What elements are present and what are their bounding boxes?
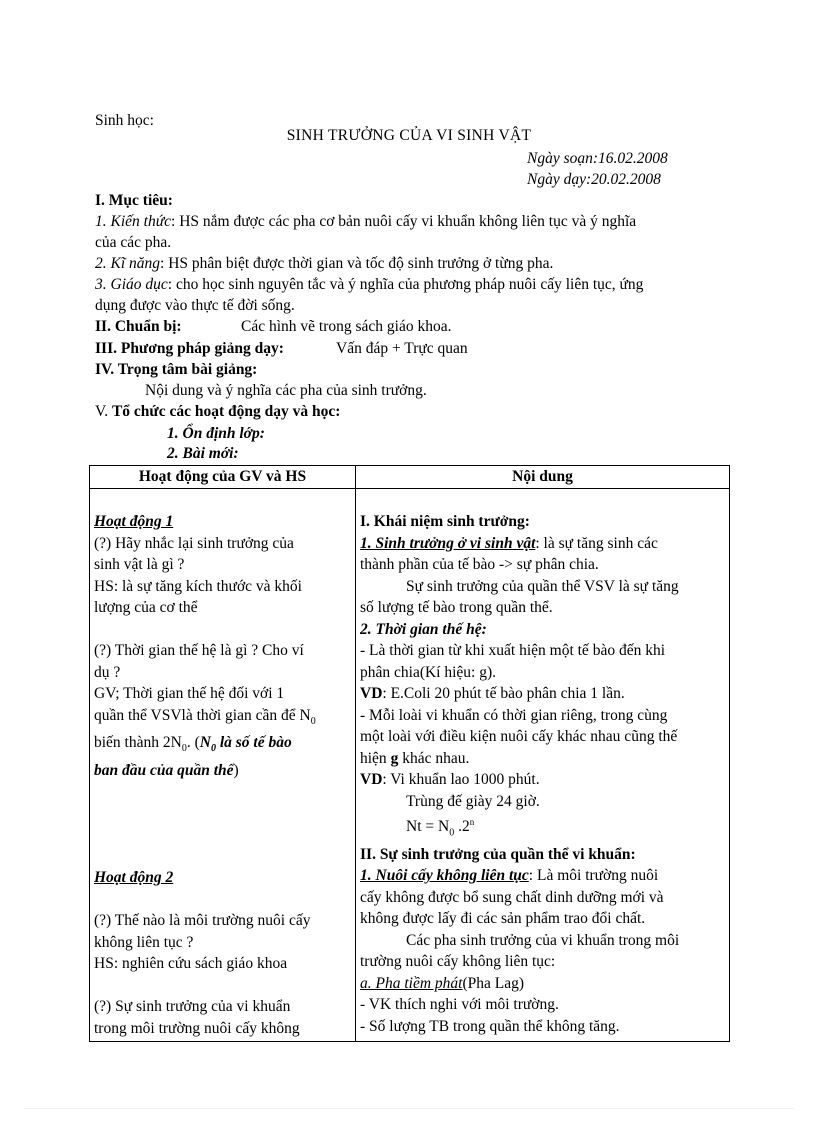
teacher-note-line4 [94,760,351,782]
col-header-activities: Hoạt động của GV và HS [90,466,356,489]
batch-culture-text-3: không được lấy đi các sản phẩm trao đổi chất. [360,910,646,928]
education-text: : cho học sinh nguyên tắc và ý nghĩa của phương pháp nuôi cấy liên tục, ứng [167,276,644,293]
batch-culture-text: : Là môi trường nuôi [528,867,659,885]
objective-education [95,275,643,295]
formula-part-b: .2 [454,818,470,836]
lag-phase-text: (Pha Lag) [462,974,525,992]
formula-superscript: n [469,817,475,827]
teacher-note-paren: . ( [186,734,200,752]
species-note-3c: khác nhau. [398,749,470,767]
growth-text: : là sự tăng sinh các [535,534,658,552]
lesson-title: SINH TRƯỞNG CỦA VI SINH VẬT [286,127,532,144]
emphasis-text-cont: ban đầu của quần thể [94,761,234,779]
example-1-text: : E.Coli 20 phút tế bào phân chia 1 lần. [382,685,625,702]
skill-text: : HS phân biệt được thời gian và tốc độ sinh trưởng ở từng pha. [160,255,554,272]
answer-3: HS: nghiên cứu sách giáo khoa [94,955,288,973]
answer-1-line2: lượng của cơ thể [94,599,198,616]
teacher-note-line3 [94,732,351,760]
close-paren: ) [233,761,239,779]
spacer [94,619,351,641]
left-column [90,489,356,1042]
example-label: VD [360,771,383,788]
page-bottom-rule [24,1108,794,1109]
question-3-line1: (?) Thế nào là môi trường nuôi cấy [94,912,311,930]
example-2-text: : Vi khuẩn lao 1000 phút. [382,771,540,788]
example-1 [360,683,725,705]
growth-text-cont: thành phần của tế bào -> sự phân chia. [360,556,599,573]
question-4-line2: trong môi trường nuôi cấy không [94,1019,300,1037]
method-heading: III. Phương pháp giảng dạy: [95,340,284,357]
batch-culture-text-2: cấy không được bổ sung chất dinh dưỡng mới và [360,888,664,906]
right-column [356,489,730,1042]
col-header-content: Nội dung [356,466,730,489]
example-2-cont: Trùng đế giày 24 giờ. [406,792,540,810]
growth-phases-intro-cont: trường nuôi cấy không liên tục: [360,953,556,971]
spacer [94,824,351,846]
activity-item-2: 2. Bài mới: [167,445,239,462]
teacher-note-line2-text: quần thể VSVlà thời gian cần để N [94,706,311,724]
teacher-note-line3-text: biến thành 2N [94,734,182,752]
example-label: VD [360,685,383,702]
subscript-zero: 0 [210,743,216,755]
lag-phase-point-2: - Số lượng TB trong quần thể không tăng. [360,1017,620,1035]
teacher-note-emphasis [199,734,292,755]
subscript-zero: 0 [310,715,316,727]
question-1-line1: (?) Hãy nhắc lại sinh trưởng của [94,534,294,552]
generation-time-def-cont: phân chia(Kí hiệu: g). [360,663,497,681]
species-note-2: một loài với điều kiện nuôi cấy khác nhau cũng thế [360,728,678,745]
lag-phase-point-1: - VK thích nghi với môi trường. [360,996,559,1014]
knowledge-label: 1. Kiến thức [95,213,172,230]
section-1-heading: I. Khái niệm sinh trưởng: [360,513,530,530]
objective-knowledge [95,212,636,232]
prep-text: Các hình vẽ trong sách giáo khoa. [241,318,452,335]
lag-phase-heading [360,973,725,995]
species-note-3 [360,748,725,770]
date-prepared: Ngày soạn:16.02.2008 [527,150,668,167]
activities-prefix: V. [95,403,112,420]
growth-phases-intro: Các pha sinh trưởng của vi khuẩn trong môi [406,931,680,949]
teacher-note-line1: GV; Thời gian thế hệ đối với 1 [94,685,285,702]
emphasis-text: là số tế bào [215,734,292,752]
symbol-n: N [199,734,211,752]
symbol-g: g [390,749,399,767]
activity-1-title: Hoạt động 1 [94,513,174,530]
spacer [94,846,351,868]
generation-time-def: - Là thời gian từ khi xuất hiện một tế bào đến khi [360,642,666,659]
batch-culture-def [360,865,725,887]
method-text: Vấn đáp + Trực quan [336,340,468,357]
education-text-cont: dụng được vào thực tế đời sống. [95,297,295,314]
formula-subscript: 0 [449,827,455,839]
objective-skill [95,254,553,274]
knowledge-text: : HS nắm được các pha cơ bản nuôi cấy vi khuẩn không liên tục và ý nghĩa [171,213,637,230]
generation-time-heading: 2. Thời gian thế hệ: [360,620,487,638]
knowledge-text-cont: của các pha. [95,234,172,251]
spacer [94,889,351,911]
population-growth: Sự sinh trưởng của quần thể VSV là sự tăng [406,577,679,595]
education-label: 3. Giáo dục [95,276,168,293]
skill-label: 2. Kĩ năng [95,255,161,272]
prep-heading: II. Chuẩn bị: [95,318,182,335]
question-2-line2: dụ ? [94,663,121,681]
growth-label: 1. Sinh trưởng ở vi sinh vật [360,534,536,552]
population-growth-cont: số lượng tế bào trong quần thể. [360,599,553,616]
focus-text: Nội dung và ý nghĩa các pha của sinh trưởng. [145,382,427,399]
focus-heading: IV. Trọng tâm bài giảng: [95,361,258,378]
activities-heading-line [95,402,340,422]
answer-1-line1: HS: là sự tăng kích thước và khối [94,577,302,595]
subscript-zero: 0 [181,743,187,755]
growth-definition [360,533,725,555]
activity-2-title: Hoạt động 2 [94,869,174,887]
activity-item-1: 1. Ổn định lớp: [167,425,265,442]
species-note-3a: hiện [360,749,391,767]
question-2-line1: (?) Thời gian thế hệ là gì ? Cho ví [94,642,304,659]
objectives-heading: I. Mục tiêu: [95,192,173,209]
question-4-line1: (?) Sự sinh trưởng của vi khuẩn [94,998,291,1016]
question-3-line2: không liên tục ? [94,933,194,951]
question-1-line2: sinh vật là gì ? [94,556,185,573]
activities-heading: Tổ chức các hoạt động dạy và học: [111,403,341,420]
spacer [94,781,351,803]
date-taught: Ngày dạy:20.02.2008 [527,171,661,188]
section-2-heading: II. Sự sinh trưởng của quần thể vi khuẩn: [360,845,636,863]
example-2 [360,769,725,791]
spacer [94,803,351,825]
lag-phase-label: a. Pha tiềm phát [360,974,463,992]
lesson-table [89,465,730,1042]
formula-part-a: Nt = N [406,818,450,836]
subject-label: Sinh học: [95,112,154,129]
species-note-1: - Mỗi loài vi khuẩn có thời gian riêng, trong cùng [360,706,668,724]
teacher-note-line2 [94,705,351,733]
batch-culture-label: 1. Nuôi cấy không liên tục [360,867,529,885]
growth-formula [360,812,725,844]
spacer [94,975,351,997]
